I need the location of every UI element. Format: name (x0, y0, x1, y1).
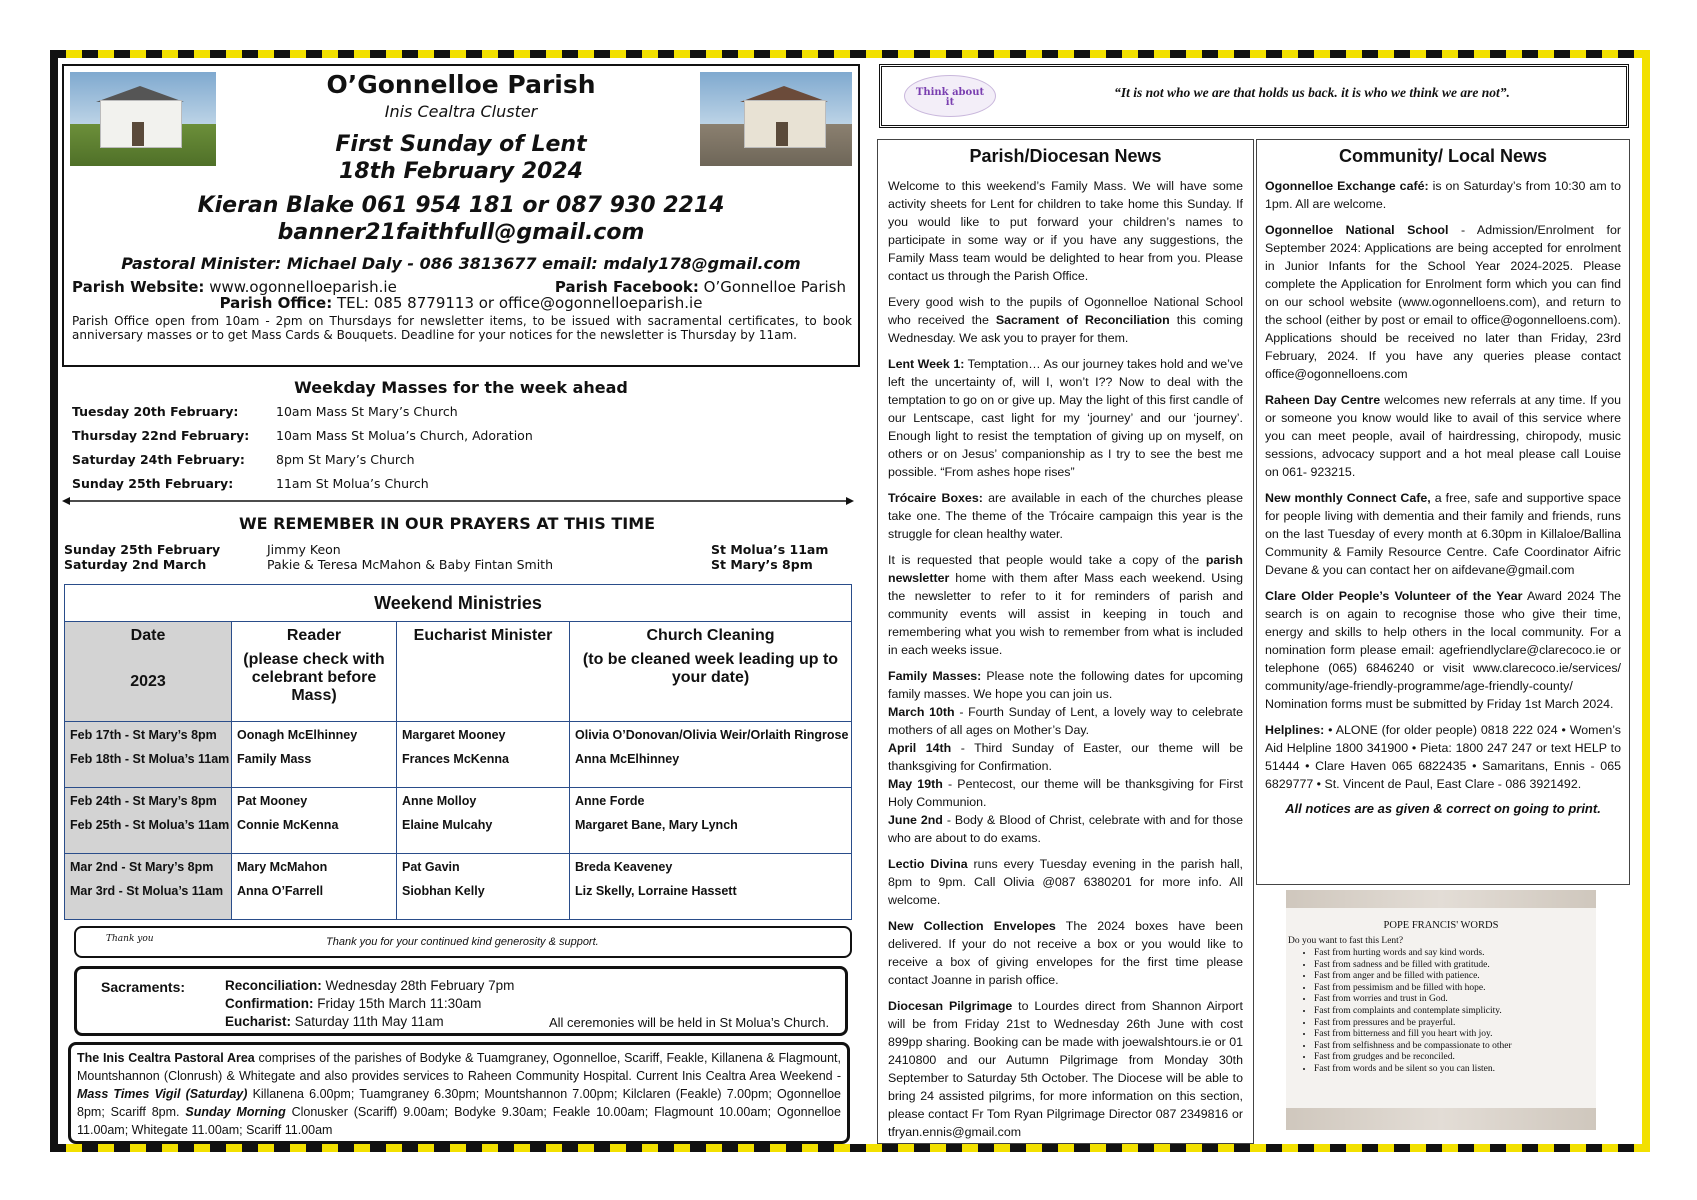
news-trocaire: Trócaire Boxes: are available in each of the churches please take one. The theme of the Trócaire campaign this year is the struggle for clean healthy water. (888, 491, 1243, 541)
news-pilgrimage: Diocesan Pilgrimage to Lourdes direct from Shannon Airport will be from Friday 21st to Wednesday 26th June with cost 899pp sharing. Booking can be made with joewalshtours.ie or 01 2410800 and our Autumn Pilgrimage from Monday 30th September to Saturday 5th October. The Diocese will be able to bring 24 assisted pilgrims, for more information on this section, please contact Fr Tom Ryan Pilgrimage Director 087 2349816 or tfryan.ennis@gmail.com (888, 999, 1244, 1139)
header-reader: Reader (please check with celebrant before Mass) (232, 622, 397, 722)
ministries-table (64, 584, 852, 920)
website-link[interactable]: www.ogonnelloeparish.ie (209, 278, 397, 296)
pastoral-minister: Pastoral Minister: Michael Daly - 086 3813677 email: mdaly178@gmail.com (121, 254, 801, 273)
remember-row: Sunday 25th February Jimmy Keon St Molua’s 11am (64, 542, 829, 557)
thank-you-banner (74, 926, 852, 958)
community-raheen: Raheen Day Centre welcomes new referrals at any time. If you or someone you know would like to avail of this service where you can meet people, avail of hairdressing, chiropody, music sessions, advocacy support and a hot meal please call Louise on 061- 923215. (1265, 393, 1621, 479)
news-date-3: May 19th - Pentecost, our theme will be thanksgiving for First Holy Communion. (888, 777, 1243, 809)
sacraments-note: All ceremonies will be held in St Molua’s Church. (549, 1015, 830, 1030)
sacraments-list: Reconciliation: Wednesday 28th February 7pm Confirmation: Friday 15th March 11:30am Eucharist: Saturday 11th May 11am (225, 978, 515, 1029)
mass-row: Sunday 25th February: 11am St Molua’s Church (72, 476, 429, 491)
parish-news-column (877, 139, 1254, 1144)
list-item: • Fast from pessimism and be filled with hope. (1314, 983, 1512, 995)
header-date: Date 2023 (65, 622, 232, 722)
website-line: Parish Website: www.ogonnelloeparish.ie (72, 278, 397, 296)
facebook-link[interactable]: O’Gonnelloe Parish (703, 278, 846, 296)
think-about-it-badge: Think about it (904, 75, 996, 117)
community-connect-cafe: New monthly Connect Cafe, a free, safe and supportive space for people living with dementia and their family and friends, runs on the last Tuesday of every month at 6.30pm in Killaloe/Ballina Community & Family Resource Centre. Cafe Coordinator Aifric Devane & you can contact her on aifdevane@gmail.com (1265, 491, 1621, 577)
pope-list (1286, 948, 1512, 1076)
contact-line: Kieran Blake 061 954 181 or 087 930 2214 (197, 193, 725, 218)
sacraments-label: Sacraments: (101, 979, 186, 995)
newsletter-date: 18th February 2024 (339, 159, 583, 184)
remember-row: Saturday 2nd March Pakie & Teresa McMahon & Baby Fintan Smith St Mary’s 8pm (64, 557, 813, 572)
community-footer: All notices are as given & correct on going to print. (1285, 801, 1601, 816)
community-school: Ogonnelloe National School - Admission/Enrolment for September 2024: Applications are being accepted for enrolment in Junior Infants for the School Year 2024-2025. Please complete the Application for Enrolment form which you can find on our school website (www.ogonnelloens.com), and return to the school (either by post or email to office@ogonnelloens.com). Applications should be received no later than Friday, 23rd February, 2024. If you have any queries please contact office@ogonnelloens.com (1265, 223, 1621, 381)
masses-list (72, 404, 772, 500)
list-item: • Fast from words and be silent so you can listen. (1314, 1064, 1512, 1076)
office-line: Parish Office: TEL: 085 8779113 or office@ogonnelloeparish.ie (219, 294, 703, 312)
facebook-line: Parish Facebook: O’Gonnelloe Parish (554, 278, 846, 296)
header-eucharist: Eucharist Minister (397, 622, 570, 722)
parish-header (62, 64, 860, 367)
mass-row: Tuesday 20th February: 10am Mass St Mary’s Church (72, 404, 458, 419)
sunday-title: First Sunday of Lent (335, 132, 587, 157)
news-date-2: April 14th - Third Sunday of Easter, our theme will be thanksgiving for Confirmation. (888, 741, 1243, 773)
double-arrow-divider (62, 495, 854, 507)
news-newsletter: It is requested that people would take a copy of the parish newsletter home with them after Mass each weekend. Using the newsletter to refer to it for reminders of parish and community events will assist in keeping in touch and remembering what you wish to remember from what is included in each weeks issue. (888, 553, 1243, 657)
news-reconciliation: Every good wish to the pupils of Ogonnelloe National School who received the Sacrament of Reconciliation this coming Wednesday. We ask you to prayer for them. (888, 295, 1243, 345)
news-date-4: June 2nd - Body & Blood of Christ, celebrate with and for those who are about to do exams. (888, 813, 1243, 845)
news-family-masses: Family Masses: Please note the following dates for upcoming family masses. We hope you can join us. (888, 669, 1244, 701)
table-row: Feb 17th - St Mary’s 8pm Feb 18th - St Molua’s 11am Oonagh McElhinney Family Mass Margaret Mooney Frances McKenna Olivia O’Donovan/Olivia Weir/Orlaith Ringrose Anna McElhinney (65, 722, 852, 788)
list-item: • Fast from anger and be filled with patience. (1314, 971, 1512, 983)
community-cafe: Ogonnelloe Exchange café: is on Saturday’s from 10:30 am to 1pm. All are welcome. (1265, 179, 1621, 211)
remember-list (64, 542, 844, 572)
list-item: • Fast from hurting words and say kind words. (1314, 948, 1512, 960)
parish-news-title: Parish/Diocesan News (969, 146, 1162, 166)
header-cleaning: Church Cleaning (to be cleaned week leading up to your date) (570, 622, 852, 722)
news-lent-week: Lent Week 1: Temptation… As our journey takes hold and we’ve left the uncertainty of, will I, won’t I?? Now to deal with the temptation to go on or give up. May the light of this first candle of our Lentscape, cast light for my ‘journey’ and our ‘journey’. Enough light to resist the temptation of giving up on myself, on others or on Jesus’ companionship as I try to see the best me possible. “From ashes hope rises” (888, 357, 1243, 479)
contact-email[interactable]: banner21faithfull@gmail.com (277, 220, 645, 245)
list-item: • Fast from pressures and be prayerful. (1314, 1018, 1512, 1030)
mass-row: Thursday 22nd February: 10am Mass St Molua’s Church, Adoration (72, 428, 533, 443)
table-row: Mar 2nd - St Mary’s 8pm Mar 3rd - St Molua’s 11am Mary McMahon Anna O’Farrell Pat Gavin Siobhan Kelly Breda Keaveney Liz Skelly, Lorraine Hassett (65, 854, 852, 920)
list-item: • Fast from bitterness and fill you heart with joy. (1314, 1029, 1512, 1041)
parish-name: O’Gonnelloe Parish (326, 70, 596, 99)
pastoral-area-box: The Inis Cealtra Pastoral Area comprises of the parishes of Bodyke & Tuamgraney, Ogonnelloe, Scariff, Feakle, Killanena & Flagmount, Mountshannon (Clonrush) & Whitegate and also provides services to Raheen Community Hospital. Current Inis Cealtra Area Weekend - Mass Times Vigil (Saturday) Killanena 6.00pm; Tuamgraney 6.30pm; Mountshannon 7.00pm; Kilclaren (Feakle) 7.00pm; Ogonnelloe 8pm; Scariff 8pm. Sunday Morning Clonusker (Scariff) 9.00am; Bodyke 9.30am; Feakle 10.00am; Flagmount 10.00am; Ogonnelloe 11.00am; Whitegate 11.00am; Scariff 11.00am (68, 1042, 850, 1144)
thank-you-icon: Thank you (106, 934, 154, 944)
quote-text: “It is not who we are that holds us back. it is who we think we are not”. (1114, 85, 1510, 100)
remember-title: WE REMEMBER IN OUR PRAYERS AT THIS TIME (238, 514, 656, 533)
list-item: • Fast from grudges and be reconciled. (1314, 1052, 1512, 1064)
list-item: • Fast from worries and trust in God. (1314, 994, 1512, 1006)
masses-title: Weekday Masses for the week ahead (294, 378, 628, 397)
community-volunteer: Clare Older People’s Volunteer of the Year Award 2024 The search is on again to recognise those who give their time, energy and skills to help others in the local community. For a nomination form please email: agefriendlyclare@clarecoco.ie or telephone (065) 6846240 or visit www.clarecoco.ie/services/ community/age-friendly-programme/age-friendly-county/ Nomination forms must be submitted by Friday 1st March 2024. (1265, 589, 1621, 711)
thank-you-text: Thank you for your continued kind generosity & support. (326, 936, 599, 948)
list-item: • Fast from sadness and be filled with gratitude. (1314, 960, 1512, 972)
list-item: • Fast from complaints and contemplate simplicity. (1314, 1006, 1512, 1018)
mass-row: Saturday 24th February: 8pm St Mary’s Church (72, 452, 415, 467)
office-note: Parish Office open from 10am - 2pm on Thursdays for newsletter items, to be issued with sacramental certificates, to book anniversary masses or to get Mass Cards & Bouquets. Deadline for your notices for the newsletter is Thursday by 11am. (72, 314, 852, 342)
news-family-mass: Welcome to this weekend’s Family Mass. We will have some activity sheets for Lent for children to take home this Sunday. If you would like to put forward your children’s names to participate in some way or if you have any suggestions, the Family Mass team would be delighted to hear from you. Please contact us through the Parish Office. (888, 179, 1243, 283)
cluster-name: Inis Cealtra Cluster (384, 102, 538, 121)
quote-box (879, 64, 1629, 128)
news-lectio: Lectio Divina runs every Tuesday evening in the parish hall, 8pm to 9pm. Call Olivia @087 6380201 for more info. All welcome. (888, 857, 1244, 907)
news-date-1: March 10th - Fourth Sunday of Lent, a lovely way to celebrate mothers of all ages on Mother’s Day. (888, 705, 1244, 737)
community-news-title: Community/ Local News (1338, 146, 1548, 166)
pope-francis-words-image (1286, 890, 1596, 1130)
community-helplines: Helplines: • ALONE (for older people) 0818 222 024 • Women’s Aid Helpline 1800 341900 • Pieta: 1800 247 247 or text HELP to 51444 • Clare Haven 065 6822435 • Samaritans, Ennis - 065 6829777 • St. Vincent de Paul, East Clare - 086 3921492. (1265, 723, 1621, 791)
pope-title: POPE FRANCIS' WORDS (1383, 920, 1499, 931)
list-item: • Fast from selfishness and be compassionate to other (1314, 1041, 1512, 1053)
sacraments-box (74, 966, 848, 1036)
pope-question: Do you want to fast this Lent? (1288, 936, 1404, 946)
ministries-title: Weekend Ministries (65, 585, 852, 622)
news-envelopes: New Collection Envelopes The 2024 boxes have been delivered. If your do not receive a box or you would like to receive a box of giving envelopes for the first time please contact Joanne in parish office. (888, 919, 1243, 987)
table-row: Feb 24th - St Mary’s 8pm Feb 25th - St Molua’s 11am Pat Mooney Connie McKenna Anne Molloy Elaine Mulcahy Anne Forde Margaret Bane, Mary Lynch (65, 788, 852, 854)
community-news-column (1256, 139, 1630, 885)
